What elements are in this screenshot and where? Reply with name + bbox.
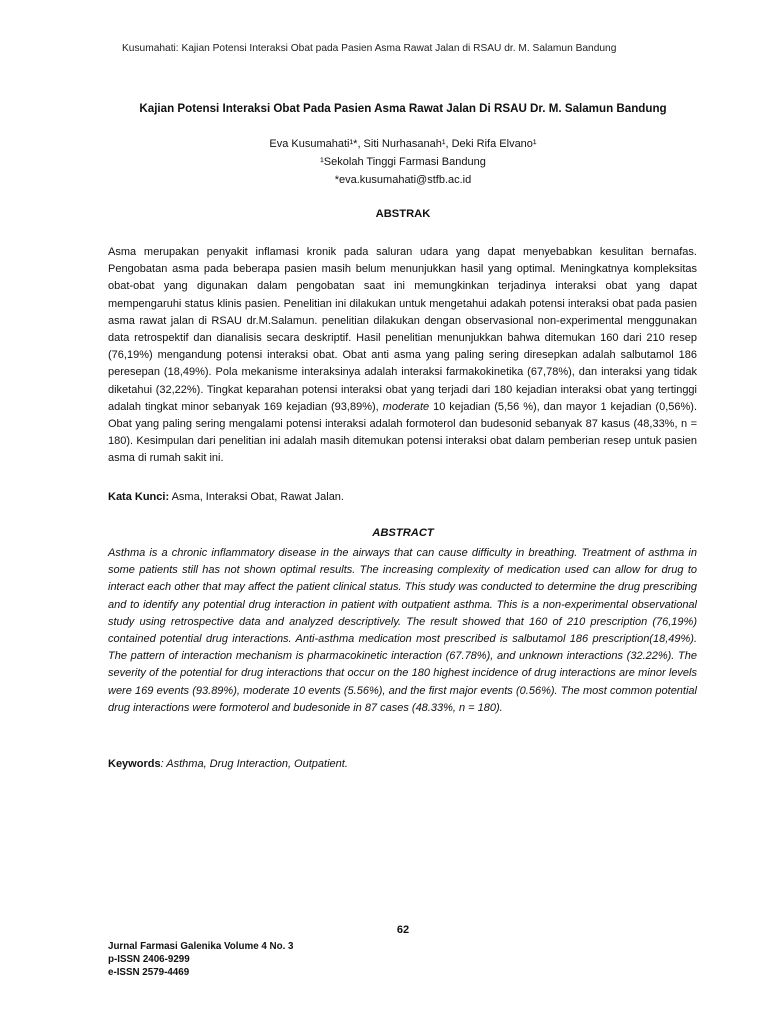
keywords bbox=[108, 758, 698, 770]
kata-kunci-value: Asma, Interaksi Obat, Rawat Jalan. bbox=[169, 491, 344, 503]
journal-footer bbox=[108, 940, 294, 979]
kata-kunci-label: Kata Kunci: bbox=[108, 491, 170, 503]
keywords-value: : Asthma, Drug Interaction, Outpatient. bbox=[160, 758, 348, 770]
p-issn: p-ISSN 2406-9299 bbox=[108, 954, 190, 965]
abstrak-body bbox=[108, 244, 697, 468]
abstrak-text-end: 10 kejadian (5,56 %), dan mayor 1 kejadian (0,56%). Obat yang paling sering mengalami potensi interaksi adalah formoterol dan budesonid sebanyak 87 kasus (48,33%, n = 180). Kesimpulan dari penelitian ini adalah masih ditemukan potensi interaksi obat dalam pemberian resep untuk pasien asma di rumah sakit ini. bbox=[108, 400, 697, 465]
author-list: Eva Kusumahati¹*, Siti Nurhasanah¹, Deki Rifa Elvano¹ bbox=[269, 138, 537, 150]
affiliation: ¹Sekolah Tinggi Farmasi Bandung bbox=[320, 156, 486, 168]
journal-name: Jurnal Farmasi Galenika Volume 4 No. 3 bbox=[108, 941, 294, 952]
abstract-body: Asthma is a chronic inflammatory disease in the airways that can cause difficulty in breathing. Treatment of asthma in some patients still has not shown optimal results. The increasing complexity of medication used can allow for drug to interact each other that may affect the patient clinical status. This study was conducted to determine the drug prescribing and to identify any potential drug interaction in patient with outpatient asthma. This is a non-experimental observational study using retrospective data and analyzed descriptively. The result showed that 160 of 210 prescription (76,19%) contained potential drug interactions. Anti-asthma medication most prescribed is salbutamol 186 prescription(18,49%). The pattern of interaction mechanism is pharmacokinetic interaction (67.78%), and unknown interactions (32.22%). The severity of the potential for drug interactions that occur on the 180 highest incidence of drug interactions are minor levels were 169 events (93.89%), moderate 10 events (5.56%), and the first major events (0.56%). The most common potential drug interactions were formoterol and budesonide in 87 cases (48.33%, n = 180). bbox=[108, 547, 697, 714]
abstract-heading: ABSTRACT bbox=[372, 527, 434, 539]
kata-kunci bbox=[108, 491, 698, 503]
corresponding-email: *eva.kusumahati@stfb.ac.id bbox=[334, 174, 472, 186]
e-issn: e-ISSN 2579-4469 bbox=[108, 967, 190, 978]
abstrak-moderate-term: moderate bbox=[382, 400, 430, 413]
keywords-label: Keywords bbox=[108, 758, 161, 770]
page-number: 62 bbox=[396, 924, 410, 936]
abstrak-text: Asma merupakan penyakit inflamasi kronik pada saluran udara yang dapat menyebabkan kesulitan bernafas. Pengobatan asma pada beberapa pasien masih belum menunjukkan hasil yang optimal. Meningkatnya kompleksitas obat-obat yang digunakan dalam pengobatan saat ini memungkinkan terjadinya interaksi obat yang dapat mempengaruhi status klinis pasien. Penelitian ini dilakukan untuk mengetahui adakah potensi interaksi obat pada pasien asma rawat jalan di RSAU dr.M.Salamun. penelitian dilakukan dengan observasional non-experimental menggunakan data retrospektif dan dianalisis secara deskriptif. Hasil penelitian menunjukkan bahwa ditemukan 160 dari 210 resep (76,19%) mengandung potensi interaksi obat. Obat anti asma yang paling sering diresepkan adalah salbutamol 186 peresepan (18,49%). Pola mekanisme interaksinya adalah interaksi farmakokinetika (67,78%), dan interaksi yang tidak diketahui (32,22%). Tingkat keparahan potensi interaksi obat yang terjadi dari 180 kejadian interaksi obat yang tertinggi adalah tingkat minor sebanyak 169 kejadian (93,89%), bbox=[108, 246, 697, 413]
abstrak-heading: ABSTRAK bbox=[375, 208, 431, 220]
paper-title: Kajian Potensi Interaksi Obat Pada Pasien Asma Rawat Jalan Di RSAU Dr. M. Salamun Bandung bbox=[139, 102, 667, 115]
running-head: Kusumahati: Kajian Potensi Interaksi Obat pada Pasien Asma Rawat Jalan di RSAU dr. M. Salamun Bandung bbox=[122, 43, 617, 54]
